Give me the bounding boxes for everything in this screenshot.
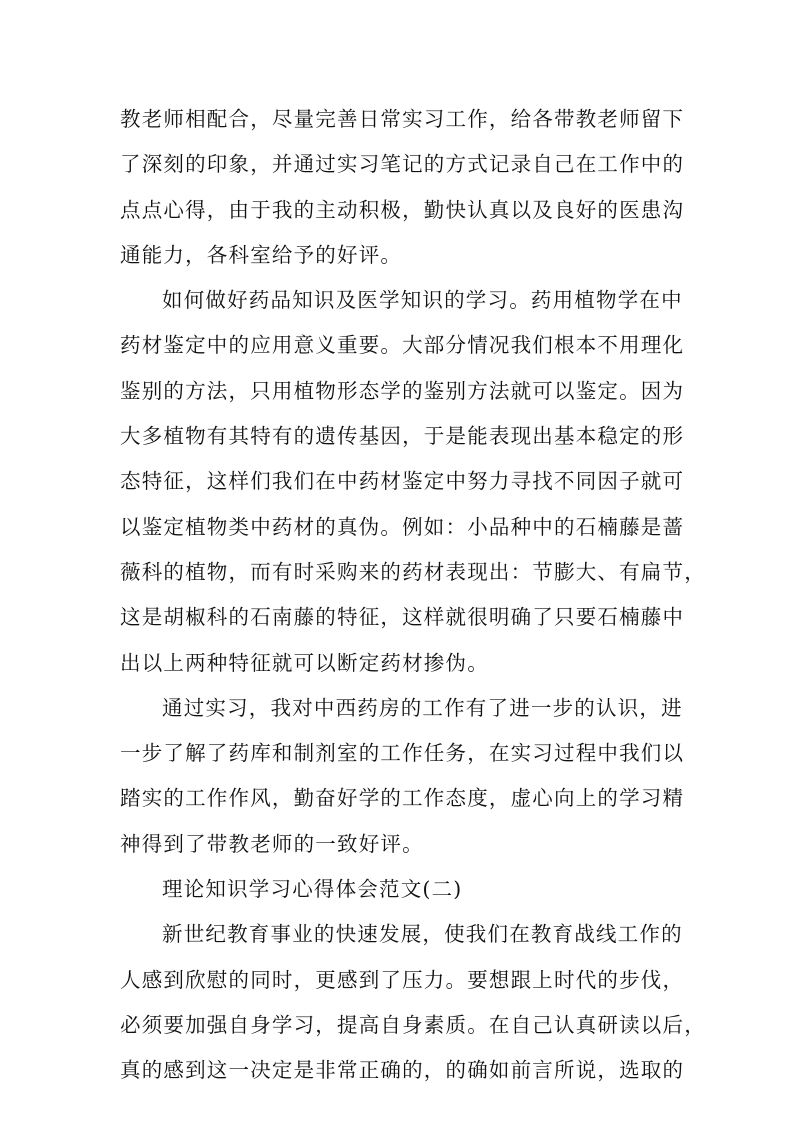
paragraph-line: 人感到欣慰的同时，更感到了压力。要想跟上时代的步伐， [120,967,685,992]
paragraph-line: 态特征，这样们我们在中药材鉴定中努力寻找不同因子就可 [120,469,685,494]
paragraph-line: 药材鉴定中的应用意义重要。大部分情况我们根本不用理化 [120,333,685,358]
paragraph-line: 薇科的植物，而有时采购来的药材表现出：节膨大、有扁节， [120,559,706,584]
paragraph-line: 鉴别的方法，只用植物形态学的鉴别方法就可以鉴定。因为 [120,378,685,403]
paragraph-line: 神得到了带教老师的一致好评。 [120,831,424,856]
paragraph-first-line: 新世纪教育事业的快速发展，使我们在教育战线工作的 [162,922,683,947]
paragraph-line: 真的感到这一决定是非常正确的，的确如前言所说，选取的 [120,1058,685,1083]
paragraph-line: 一步了解了药库和制剂室的工作任务，在实习过程中我们以 [120,741,685,766]
paragraph-line: 大多植物有其特有的遗传基因，于是能表现出基本稳定的形 [120,424,685,449]
paragraph-line: 了深刻的印象，并通过实习笔记的方式记录自己在工作中的 [120,152,685,177]
paragraph-line: 点点心得，由于我的主动积极，勤快认真以及良好的医患沟 [120,197,685,222]
document-body [120,97,706,1094]
paragraph-line: 出以上两种特征就可以断定药材掺伪。 [120,650,489,675]
paragraph-line: 踏实的工作作风，勤奋好学的工作态度，虚心向上的学习精 [120,786,685,811]
paragraph-line: 必须要加强自身学习，提高自身素质。在自己认真研读以后， [120,1012,706,1037]
paragraph-first-line: 如何做好药品知识及医学知识的学习。药用植物学在中 [162,288,683,313]
paragraph-line: 这是胡椒科的石南藤的特征，这样就很明确了只要石楠藤中 [120,605,685,630]
paragraph-first-line: 理论知识学习心得体会范文(二) [162,877,463,902]
paragraph-line: 通能力，各科室给予的好评。 [120,242,403,267]
paragraph-line: 教老师相配合，尽量完善日常实习工作，给各带教老师留下 [120,107,685,131]
paragraph-first-line: 通过实习，我对中西药房的工作有了进一步的认识，进 [162,695,683,720]
paragraph-line: 以鉴定植物类中药材的真伪。例如：小品种中的石楠藤是蔷 [120,514,685,539]
